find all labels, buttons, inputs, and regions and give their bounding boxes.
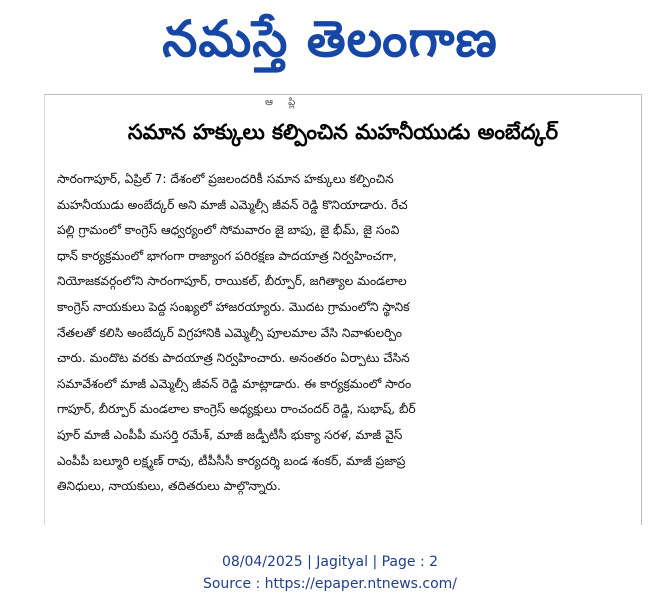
article-line: నేతలతో కలిసి అంబేద్కర్ విగ్రహానికి ఎమ్మెల్సీ పూలమాల వేసి నివాళులర్పిం	[57, 325, 402, 340]
article-line: తినిధులు, నాయకులు, తదితరులు పాల్గొన్నారు.	[57, 479, 281, 494]
article-body	[57, 167, 627, 500]
article-line: నియోజకవర్గంలోని సారంగాపూర్, రాయికల్, బీర్పూర్, జగిత్యాల మండలాల	[57, 274, 407, 289]
article-line: గాపూర్, బీర్పూర్ మండలాల కాంగ్రెస్ అధ్యక్షులు రాంచందర్ రెడ్డి, సుభాష్, బీర్	[57, 402, 416, 417]
article-line: మహనీయుడు అంబేద్కర్ అని మాజీ ఎమ్మెల్సీ జీవన్ రెడ్డి కొనియాడారు. రేచ	[57, 197, 408, 212]
footer-source-line: Source : https://epaper.ntnews.com/	[202, 576, 458, 592]
article-line: పూర్ మాజీ ఎంపీపీ మసర్తి రమేశ్, మాజీ జడ్పీటీసీ భుక్యా సరళ, మాజీ వైస్	[57, 427, 403, 442]
news-clipping	[44, 94, 642, 525]
article-line: సారంగాపూర్, ఏప్రిల్ 7: దేశంలో ప్రజలందరికీ సమాన హక్కులు కల్పించిన	[57, 172, 394, 186]
clipping-top-fragment: ఆ ప్లి	[265, 97, 302, 108]
masthead-title: నమస్తే తెలంగాణ	[162, 10, 498, 68]
article-line: ఎంపీపీ బల్మూరి లక్ష్మణ్ రావు, టీపీసీసీ కార్యదర్శి బండ శంకర్, మాజీ ప్రజాప్ర	[57, 453, 406, 468]
article-line: సమావేశంలో మాజీ ఎమ్మెల్సీ జీవన్ రెడ్డి మాట్లాడారు. ఈ కార్యక్రమంలో సారం	[57, 376, 412, 391]
article-line: ధాన్ కార్యక్రమంలో భాగంగా రాజ్యాంగ పరిరక్షణ పాదయాత్ర నిర్వహించగా,	[57, 248, 397, 263]
article-line: చారు. మందొట వరకు పాదయాత్ర నిర్వహించారు. అనంతరం ఏర్పాటు చేసిన	[57, 351, 410, 366]
newspaper-masthead	[120, 6, 540, 72]
article-headline: సమాన హక్కులు కల్పించిన మహనీయుడు అంబేద్కర్	[127, 120, 559, 144]
article-line: పల్లి గ్రామంలో కాంగ్రెస్ ఆధ్వర్యంలో సోమవారం జై బాపు, జై భీమ్, జై సంవి	[57, 223, 400, 238]
footer-date-line: 08/04/2025 | Jagityal | Page : 2	[221, 554, 439, 570]
article-line: కాంగ్రెస్ నాయకులు పెద్ద సంఖ్యలో హాజరయ్యారు. మొదట గ్రామంలోని స్థానిక	[57, 299, 410, 314]
